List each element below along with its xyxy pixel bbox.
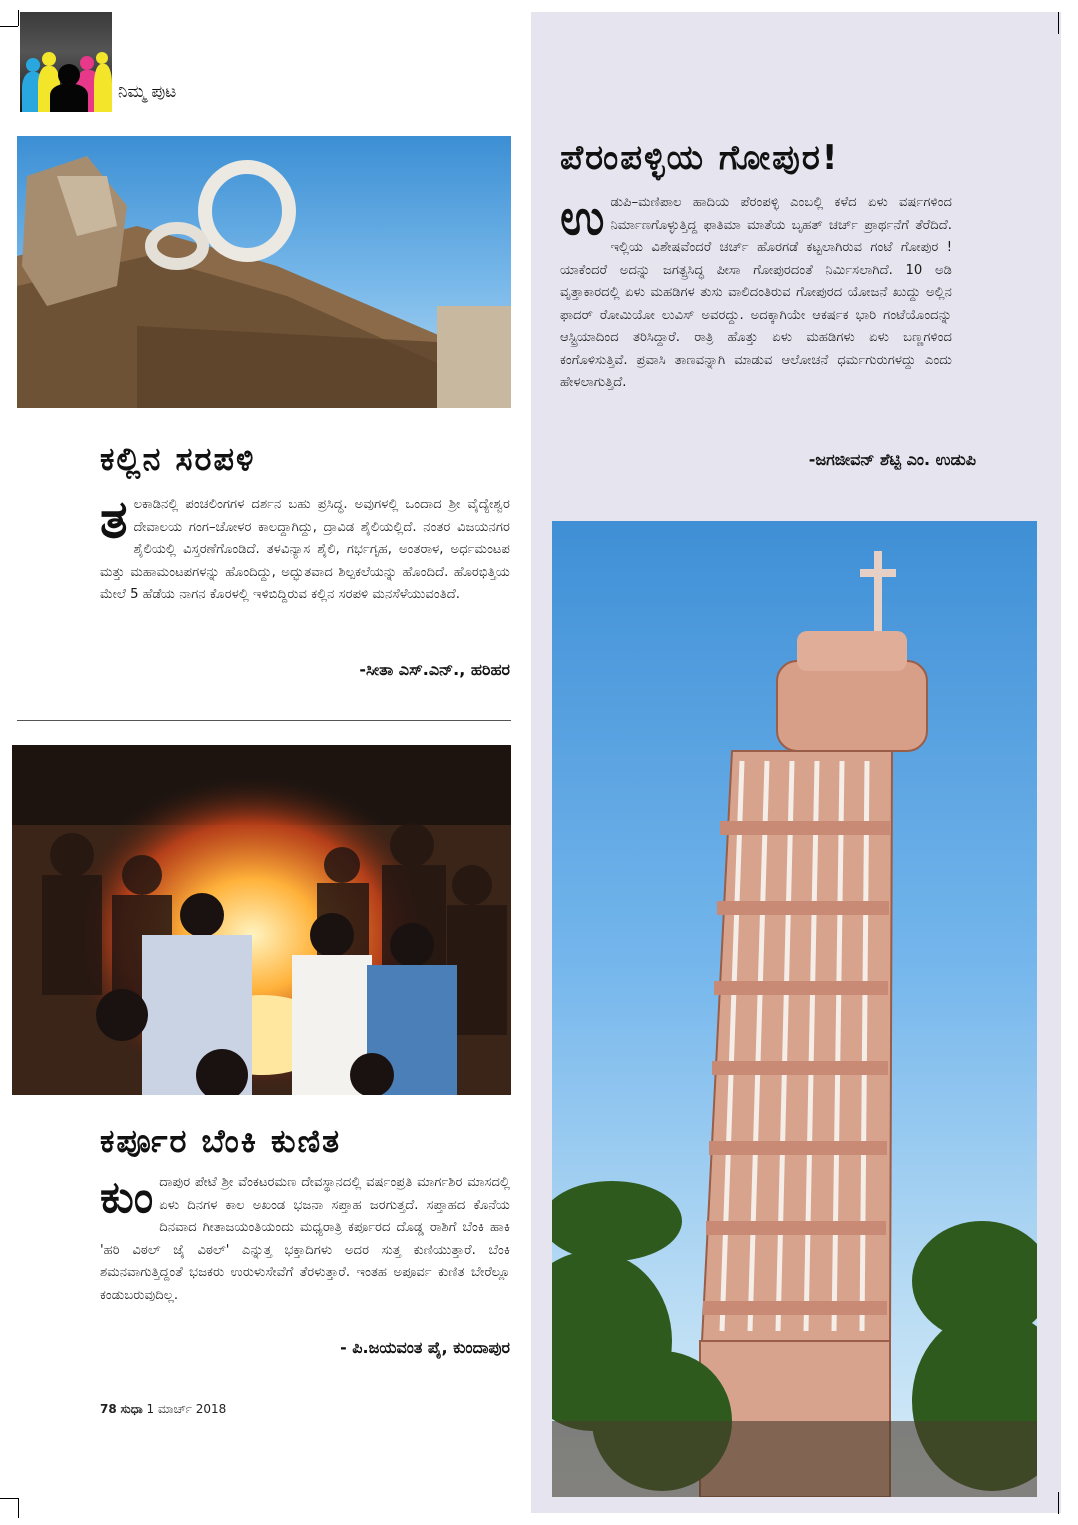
magazine-name: ಸುಧಾ	[120, 1402, 143, 1416]
people-crowd-logo	[20, 12, 112, 112]
byline: -ಸೀತಾ ಎಸ್.ಎನ್., ಹರಿಹರ	[359, 660, 510, 679]
dropcap: ಉ	[560, 190, 605, 246]
article-body-text: ಡುಪಿ–ಮಣಿಪಾಲ ಹಾದಿಯ ಪೆರಂಪಳ್ಳಿ ಎಂಬಲ್ಲಿ ಕಳೆದ ಏಳು ವರ್ಷಗಳಿಂದ ನಿರ್ಮಾಣಗೊಳ್ಳುತ್ತಿದ್ದ ಫಾತಿಮಾ ಮಾತೆಯ ಬೃಹತ್ ಚರ್ಚ್ ಪ್ರಾರ್ಥನೆಗೆ ತೆರೆದಿದೆ. ಇಲ್ಲಿಯ ವಿಶೇಷವೆಂದರೆ ಚರ್ಚ್ ಹೊರಗಡೆ ಕಟ್ಟಲಾಗಿರುವ ಗಂಟೆ ಗೋಪುರ ! ಯಾಕೆಂದರೆ ಅದನ್ನು ಜಗತ್ಪ್ರಸಿದ್ಧ ಪೀಸಾ ಗೋಪುರದಂತೆ ನಿರ್ಮಿಸಲಾಗಿದೆ. 10 ಅಡಿ ವೃತ್ತಾಕಾರದಲ್ಲಿ ಏಳು ಮಹಡಿಗಳ ತುಸು ವಾಲಿದಂತಿರುವ ಗೋಪುರದ ಯೋಜನೆ ಖುದ್ದು ಅಲ್ಲಿನ ಫಾದರ್ ರೋಮಿಯೋ ಲುವಿಸ್ ಅವರದ್ದು. ಅದಕ್ಕಾಗಿಯೇ ಆಕರ್ಷಕ ಭಾರಿ ಗಂಟೆಯೊಂದನ್ನು ಆಸ್ಟ್ರಿಯಾದಿಂದ ತರಿಸಿದ್ದಾರೆ. ರಾತ್ರಿ ಹೊತ್ತು ಏಳು ಮಹಡಿಗಳು ಏಳು ಬಣ್ಣಗಳಿಂದ ಕಂಗೊಳಿಸುತ್ತಿವೆ. ಪ್ರವಾಸಿ ತಾಣವನ್ನಾಗಿ ಮಾಡುವ ಆಲೋಚನೆ ಧರ್ಮಗುರುಗಳದ್ದು ಎಂದು ಹೇಳಲಾಗುತ್ತಿದೆ.	[560, 195, 952, 390]
crop-mark	[18, 10, 19, 26]
camphor-fire-photo	[12, 745, 511, 1095]
article-title: ಕರ್ಪೂರ ಬೆಂಕಿ ಕುಣಿತ	[100, 1122, 342, 1160]
stone-chain-illustration	[17, 136, 511, 408]
article-body-stone-chain	[100, 490, 510, 607]
byline: -ಜಗಜೀವನ್ ಶೆಟ್ಟಿ ಎಂ. ಉಡುಪಿ	[808, 450, 976, 469]
article-title: ಪೆರಂಪಳ್ಳಿಯ ಗೋಪುರ!	[560, 138, 840, 178]
article-title: ಕಲ್ಲಿನ ಸರಪಳಿ	[100, 440, 256, 478]
issue-date: 1 ಮಾರ್ಚ್ 2018	[146, 1402, 227, 1416]
article-body-camphor	[100, 1172, 510, 1307]
crop-mark	[18, 1498, 19, 1518]
page-footer	[100, 1402, 226, 1417]
article-body-tower	[560, 192, 952, 395]
crop-mark	[1058, 12, 1059, 34]
article-body-text: ದಾಪುರ ಪೇಟೆ ಶ್ರೀ ವೆಂಕಟರಮಣ ದೇವಸ್ಥಾನದಲ್ಲಿ ವರ್ಷಂಪ್ರತಿ ಮಾರ್ಗಶಿರ ಮಾಸದಲ್ಲಿ ಏಳು ದಿನಗಳ ಕಾಲ ಅಖಂಡ ಭಜನಾ ಸಪ್ತಾಹ ಜರಗುತ್ತದೆ. ಸಪ್ತಾಹದ ಕೊನೆಯ ದಿನವಾದ ಗೀತಾಜಯಂತಿಯಂದು ಮಧ್ಯರಾತ್ರಿ ಕರ್ಪೂರದ ದೊಡ್ಡ ರಾಶಿಗೆ ಬೆಂಕಿ ಹಾಕಿ 'ಹರಿ ವಿಠಲ್ ಜೈ ವಿಠಲ್' ಎನ್ನುತ್ತ ಭಕ್ತಾದಿಗಳು ಅದರ ಸುತ್ತ ಕುಣಿಯುತ್ತಾರೆ. ಬೆಂಕಿ ಶಮನವಾಗುತ್ತಿದ್ದಂತೆ ಭಜಕರು ಉರುಳುಸೇವೆಗೆ ತೆರಳುತ್ತಾರೆ. ಇಂತಹ ಅಪೂರ್ವ ಕುಣಿತ ಬೇರೆಲ್ಲೂ ಕಂಡುಬರುವುದಿಲ್ಲ.	[100, 1175, 510, 1303]
camphor-fire-illustration	[12, 745, 511, 1095]
page-number: 78	[100, 1402, 117, 1416]
stone-chain-photo	[17, 136, 511, 408]
section-label: ನಿಮ್ಮ ಪುಟ	[118, 82, 177, 102]
byline: - ಪಿ.ಜಯವಂತ ಪೈ, ಕುಂದಾಪುರ	[340, 1338, 510, 1357]
bell-tower-illustration	[552, 521, 1037, 1497]
bell-tower-photo	[552, 521, 1037, 1497]
article-body-text: ಲಕಾಡಿನಲ್ಲಿ ಪಂಚಲಿಂಗಗಳ ದರ್ಶನ ಬಹು ಪ್ರಸಿದ್ಧ. ಅವುಗಳಲ್ಲಿ ಒಂದಾದ ಶ್ರೀ ವೈದ್ಯೇಶ್ವರ ದೇವಾಲಯ ಗಂಗ–ಚೋಳರ ಕಾಲದ್ದಾಗಿದ್ದು, ದ್ರಾವಿಡ ಶೈಲಿಯಲ್ಲಿದೆ. ನಂತರ ವಿಜಯನಗರ ಶೈಲಿಯಲ್ಲಿ ವಿಸ್ತರಣೆಗೊಂಡಿದೆ. ತಳವಿನ್ಯಾಸ ಶೈಲಿ, ಗರ್ಭಗೃಹ, ಅಂತರಾಳ, ಅರ್ಧಮಂಟಪ ಮತ್ತು ಮಹಾಮಂಟಪಗಳನ್ನು ಹೊಂದಿದ್ದು, ಅದ್ಭುತವಾದ ಶಿಲ್ಪಕಲೆಯನ್ನು ಹೊಂದಿದೆ. ಹೊರಭಿತ್ತಿಯ ಮೇಲೆ 5 ಹೆಡೆಯ ನಾಗನ ಕೊರಳಲ್ಲಿ ಇಳಿಬಿದ್ದಿರುವ ಕಲ್ಲಿನ ಸರಪಳಿ ಮನಸೆಳೆಯುವಂತಿದೆ.	[100, 497, 510, 602]
section-divider	[17, 720, 511, 721]
dropcap: ಕುಂ	[100, 1172, 154, 1223]
crop-mark	[0, 26, 18, 27]
dropcap: ತ	[100, 490, 128, 550]
crop-mark	[1058, 1492, 1059, 1514]
crop-mark	[0, 1498, 18, 1499]
